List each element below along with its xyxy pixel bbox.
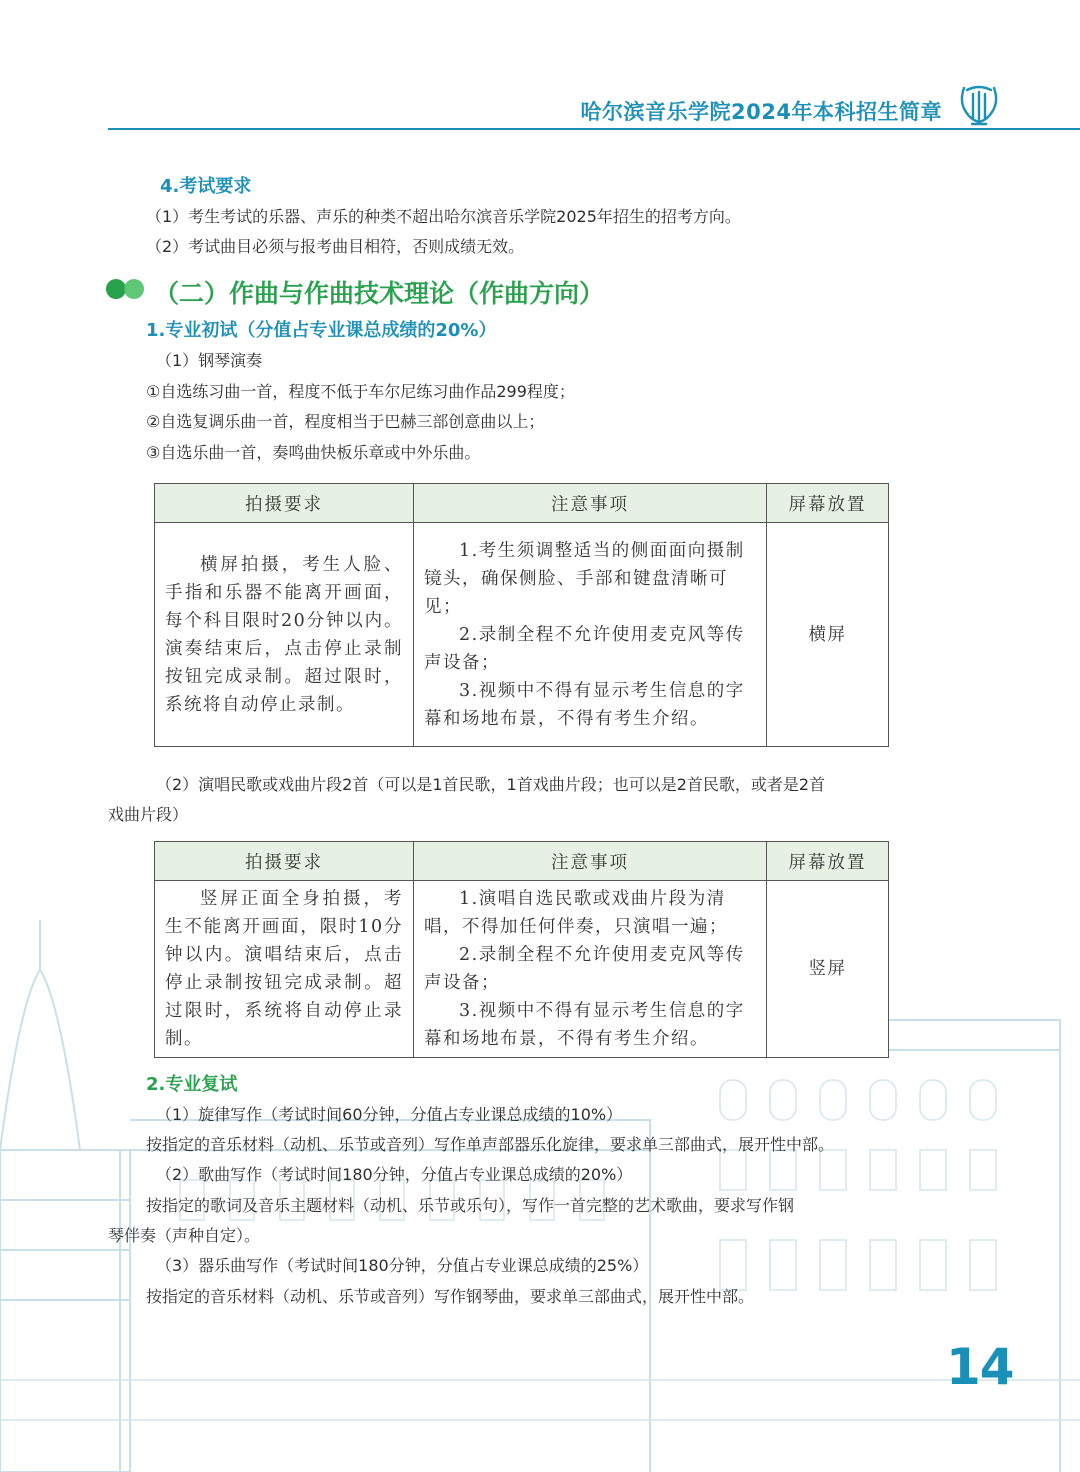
table-header-shooting: 拍摄要求 (155, 842, 414, 881)
shooting-requirement-cell (155, 523, 414, 747)
song-description-cont: 琴伴奏（声种自定）。 (108, 1226, 261, 1245)
piano-item: ①自选练习曲一首，程度不低于车尔尼练习曲作品299程度； (146, 382, 575, 401)
note-item: 1.演唱自选民歌或戏曲片段为清唱，不得加任何伴奏，只演唱一遍； (424, 889, 728, 937)
page-number: 14 (946, 1338, 1014, 1396)
instrumental-title: （3）器乐曲写作（考试时间180分钟，分值占专业课总成绩的25%） (156, 1256, 649, 1275)
note-item: 3.视频中不得有显示考生信息的字幕和场地布景，不得有考生介绍。 (424, 1001, 745, 1049)
melody-description: 按指定的音乐材料（动机、乐节或音列）写作单声部器乐化旋律，要求单三部曲式，展开性中部。 (146, 1135, 835, 1154)
notes-cell (414, 523, 767, 747)
exam-requirement-item: （2）考试曲目必须与报考曲目相符，否则成绩无效。 (146, 237, 525, 256)
exam-requirements-heading: 4.考试要求 (160, 176, 252, 197)
lyre-logo-icon (958, 82, 1000, 128)
note-item: 2.录制全程不允许使用麦克风等传声设备； (424, 624, 745, 673)
header-rule (108, 128, 1080, 130)
song-title: （2）歌曲写作（考试时间180分钟，分值占专业课总成绩的20%） (156, 1165, 633, 1184)
shooting-requirement-cell (155, 881, 414, 1058)
screen-orientation-cell: 竖屏 (767, 881, 889, 1058)
shooting-requirement-text: 竖屏正面全身拍摄，考生不能离开画面，限时10分钟以内。演唱结束后，点击停止录制按钮完成录制。超过限时，系统将自动停止录制。 (165, 889, 403, 1049)
exam-requirement-item: （1）考生考试的乐器、声乐的种类不超出哈尔滨音乐学院2025年招生的招考方向。 (146, 207, 741, 226)
table-header-screen: 屏幕放置 (767, 842, 889, 881)
note-item: 3.视频中不得有显示考生信息的字幕和场地布景，不得有考生介绍。 (424, 680, 745, 729)
section-bullet-icon (104, 278, 148, 300)
preliminary-heading: 1.专业初试（分值占专业课总成绩的20%） (146, 320, 497, 341)
singing-subheading: （2）演唱民歌或戏曲片段2首（可以是1首民歌，1首戏曲片段；也可以是2首民歌，或者是2首 (156, 775, 826, 794)
piano-item: ②自选复调乐曲一首，程度相当于巴赫三部创意曲以上； (146, 412, 545, 431)
note-item: 1.考生须调整适当的侧面面向摄制镜头，确保侧脸、手部和键盘清晰可见； (424, 540, 745, 617)
retest-heading: 2.专业复试 (146, 1074, 238, 1095)
shooting-requirement-text: 横屏拍摄，考生人脸、手指和乐器不能离开画面，每个科目限时20分钟以内。演奏结束后，点击停止录制按钮完成录制。超过限时，系统将自动停止录制。 (165, 554, 403, 715)
instrumental-description: 按指定的音乐材料（动机、乐节或音列）写作钢琴曲，要求单三部曲式，展开性中部。 (146, 1287, 755, 1306)
singing-subheading-cont: 戏曲片段） (108, 805, 189, 824)
song-description: 按指定的歌词及音乐主题材料（动机、乐节或乐句），写作一首完整的艺术歌曲，要求写作钢 (146, 1196, 795, 1215)
note-item: 2.录制全程不允许使用麦克风等传声设备； (424, 945, 745, 993)
table-header-notes: 注意事项 (414, 842, 767, 881)
singing-recording-table (154, 841, 889, 1058)
table-header-shooting: 拍摄要求 (155, 484, 414, 523)
notes-cell (414, 881, 767, 1058)
section-title: （二）作曲与作曲技术理论（作曲方向） (154, 279, 605, 308)
piano-item: ③自选乐曲一首，奏鸣曲快板乐章或中外乐曲。 (146, 443, 481, 462)
header-title: 哈尔滨音乐学院2024年本科招生简章 (580, 100, 942, 124)
melody-title: （1）旋律写作（考试时间60分钟，分值占专业课总成绩的10%） (156, 1105, 623, 1124)
table-header-screen: 屏幕放置 (767, 484, 889, 523)
screen-orientation-cell: 横屏 (767, 523, 889, 747)
table-header-notes: 注意事项 (414, 484, 767, 523)
piano-recording-table (154, 483, 889, 747)
piano-subheading: （1）钢琴演奏 (156, 351, 263, 370)
